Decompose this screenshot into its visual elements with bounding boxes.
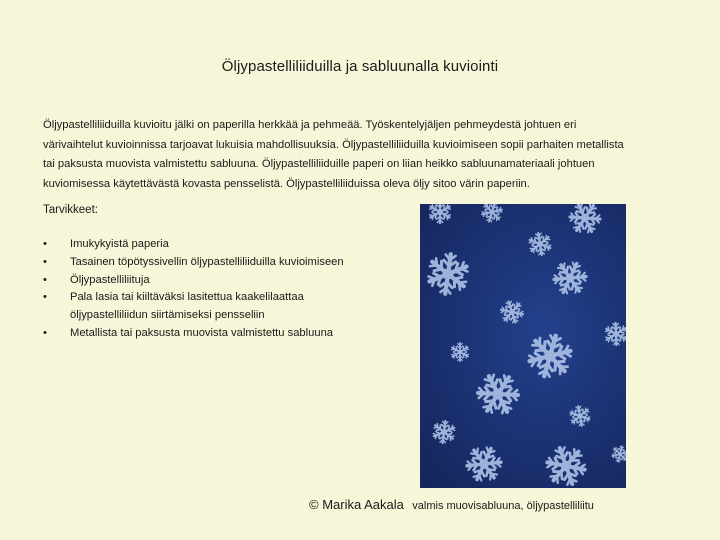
- snowflake-shape: [564, 204, 606, 239]
- list-item-text: Imukykyistä paperia: [70, 238, 169, 250]
- snowflake-shape: [448, 340, 473, 365]
- bullet: •: [43, 273, 47, 286]
- snowflake-shape: [479, 204, 504, 225]
- snowflake-shape: [496, 296, 527, 327]
- bullet: •: [43, 291, 47, 304]
- supplies-list: [43, 236, 413, 343]
- intro-line: tai paksusta muovista valmistettu sabluuna. Öljypastelliliiduille paperi on liian heikko sabluunamateriaali johtuen: [43, 158, 595, 170]
- snowflake-shape: [432, 420, 457, 445]
- snowflake-shape: [524, 330, 577, 382]
- snowflake-shape: [470, 366, 526, 422]
- snowflake-shape: [610, 444, 626, 464]
- photo-credit: © Marika Aakala: [309, 497, 404, 512]
- photo-description: valmis muovisabluuna, öljypastelliliitu: [412, 500, 594, 512]
- page-title: Öljypastelliliiduilla ja sabluunalla kuviointi: [221, 58, 499, 75]
- bullet: •: [43, 238, 47, 250]
- snowflake-shape: [524, 228, 555, 259]
- list-item-text: Tasainen töpötyssivellin öljypastelliliiduilla kuvioimiseen: [70, 255, 344, 268]
- list-item: [43, 272, 413, 290]
- snowflake-stencil-photo: [420, 204, 626, 488]
- list-item-text: Öljypastelliliituja: [70, 273, 150, 286]
- list-item-text: Pala lasia tai kiiltäväksi lasitettua kaakelilaattaa: [70, 291, 304, 304]
- intro-paragraph: [43, 116, 683, 194]
- snowflake-shape: [461, 441, 506, 486]
- list-item-text: öljypastelliliidun siirtämiseksi pensseliin: [70, 309, 265, 322]
- snowflake-shape: [539, 439, 593, 488]
- list-item: [43, 236, 413, 254]
- bullet: •: [43, 255, 47, 268]
- supplies-heading: Tarvikkeet:: [43, 204, 98, 216]
- snowflake-shape: [601, 319, 626, 350]
- list-item: [43, 289, 413, 325]
- snowflake-pattern: [420, 204, 626, 488]
- intro-line: kuviomisessa käytettävästä kovasta pensselistä. Öljypastelliliiduissa oleva öljy sitoo värin paperiin.: [43, 177, 530, 190]
- intro-line: värivaihtelut kuvioinnissa tarjoavat lukuisia mahdollisuuksia. Öljypastelliliiduilla kuvioimiseen sopii parhaiten metallista: [43, 138, 624, 151]
- snowflake-shape: [425, 251, 471, 296]
- bullet: •: [43, 326, 47, 339]
- snowflake-shape: [549, 257, 592, 300]
- list-item-text: Metallista tai paksusta muovista valmistettu sabluuna: [70, 326, 334, 339]
- intro-line: Öljypastelliliiduilla kuvioitu jälki on paperilla herkkää ja pehmeää. Työskentelyjäljen pehmeydestä johtuen eri: [43, 119, 577, 131]
- snowflake-shape: [429, 204, 451, 223]
- photo-caption: [309, 496, 594, 514]
- list-item: [43, 325, 413, 343]
- snowflake-shape: [566, 402, 594, 430]
- list-item: [43, 254, 413, 272]
